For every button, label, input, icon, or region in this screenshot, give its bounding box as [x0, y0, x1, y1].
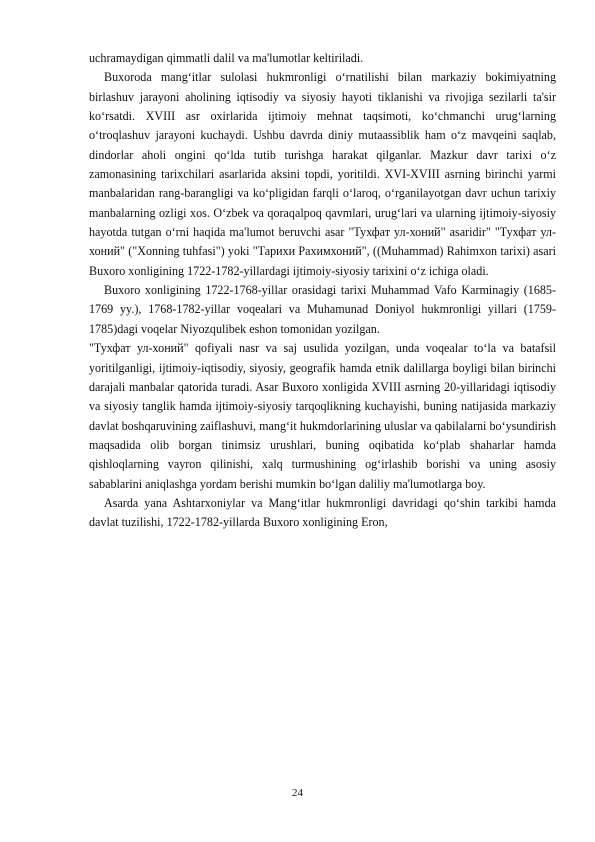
paragraph-bukhara-history: Buxoro xonligining 1722-1768-yillar orasidagi tarixi Muhammad Vafo Karminagiy (1685-1769 yy.), 1768-1782-yillar voqealari va Muhamunad Doniyol hukmronligi yillari (1759-1785)dagi voqelar Niyozqulibek eshon tomonidan yozilgan. [89, 283, 556, 336]
page-number: 24 [292, 787, 303, 799]
paragraph-tuhfat-description: "Тухфат ул-хоний" qofiyali nasr va saj usulida yozilgan, unda voqealar to‘la va batafsil yoritilganligi, ijtimoiy-iqtisodiy, siyosiy, geografik hamda etnik dalillarga boyligi bilan birinchi darajali manbalar qatorida turadi. Asar Buxoro xonligida XVIII asrning 20-yillaridagi iqtisodiy va siyosiy tanglik hamda ijtimoiy-siyosiy tarqoqlikning kuchayishi, buning natijasida markaziy davlat boshqaruvining zaiflashuvi, mang‘it hukmdorlarining uluslar va qabilalarni bo‘ysundirish maqsadida olib borgan tinimsiz urushlari, buning oqibatida ko‘plab shaharlar hamda qishloqlarning vayron qilinishi, xalq turmushining og‘irlashib borishi va uning asosiy sabablarini aniqlashga yordam berishi mumkin bo‘lgan daliliy ma'lumotlarga boy. [89, 341, 556, 491]
paragraph-army-structure: Asarda yana Ashtarxoniylar va Mang‘itlar hukmronligi davridagi qo‘shin tarkibi hamda davlat tuzilishi, 1722-1782-yillarda Buxoro xonligining Eron, [89, 495, 556, 530]
document-page [89, 49, 556, 533]
paragraph-mangit-dynasty: Buxoroda mang‘itlar sulolasi hukmronligi o‘rnatilishi bilan markaziy bokimiyatning birlashuv jarayoni aholining iqtisodiy va siyosiy hayoti tiklanishi va rivojiga sezilarli ta'sir ko‘rsatdi. XVIII asr oxirlarida ijtimoiy mehnat taqsimoti, ko‘chmanchi urug‘larning o‘troqlashuv jarayoni kuchaydi. Ushbu davrda diniy mutaassiblik ham o‘z mavqeini saqlab, dindorlar aholi ongini qo‘lda tutib turishga harakat qilganlar. Mazkur davr tarixi o‘z zamonasining tarixchilari asarlarida aksini topdi, yoritildi. XVI-XVIII asrning birinchi yarmi manbalaridan rang-barangligi va ko‘pligidan farqli o‘laroq, o‘rganilayotgan davr uchun tarixiy manbalarning ozligi xos. O‘zbek va qoraqalpoq qavmlari, urug‘lari va ularning ijtimoiy-siyosiy hayotda tutgan o‘rni haqida ma'lumot beruvchi asar "Тухфат ул-хоний" asaridir" "Тухфат ул-хоний" ("Xonning tuhfasi") yoki "Тарихи Рахимхоний", ((Muhammad) Rahimxon tarixi) asari Buxoro xonligining 1722-1782-yillardagi ijtimoiy-siyosiy tarixini o‘z ichiga oladi. [89, 70, 556, 278]
paragraph-continuation: uchramaydigan qimmatli dalil va ma'lumotlar keltiriladi. [89, 51, 364, 65]
